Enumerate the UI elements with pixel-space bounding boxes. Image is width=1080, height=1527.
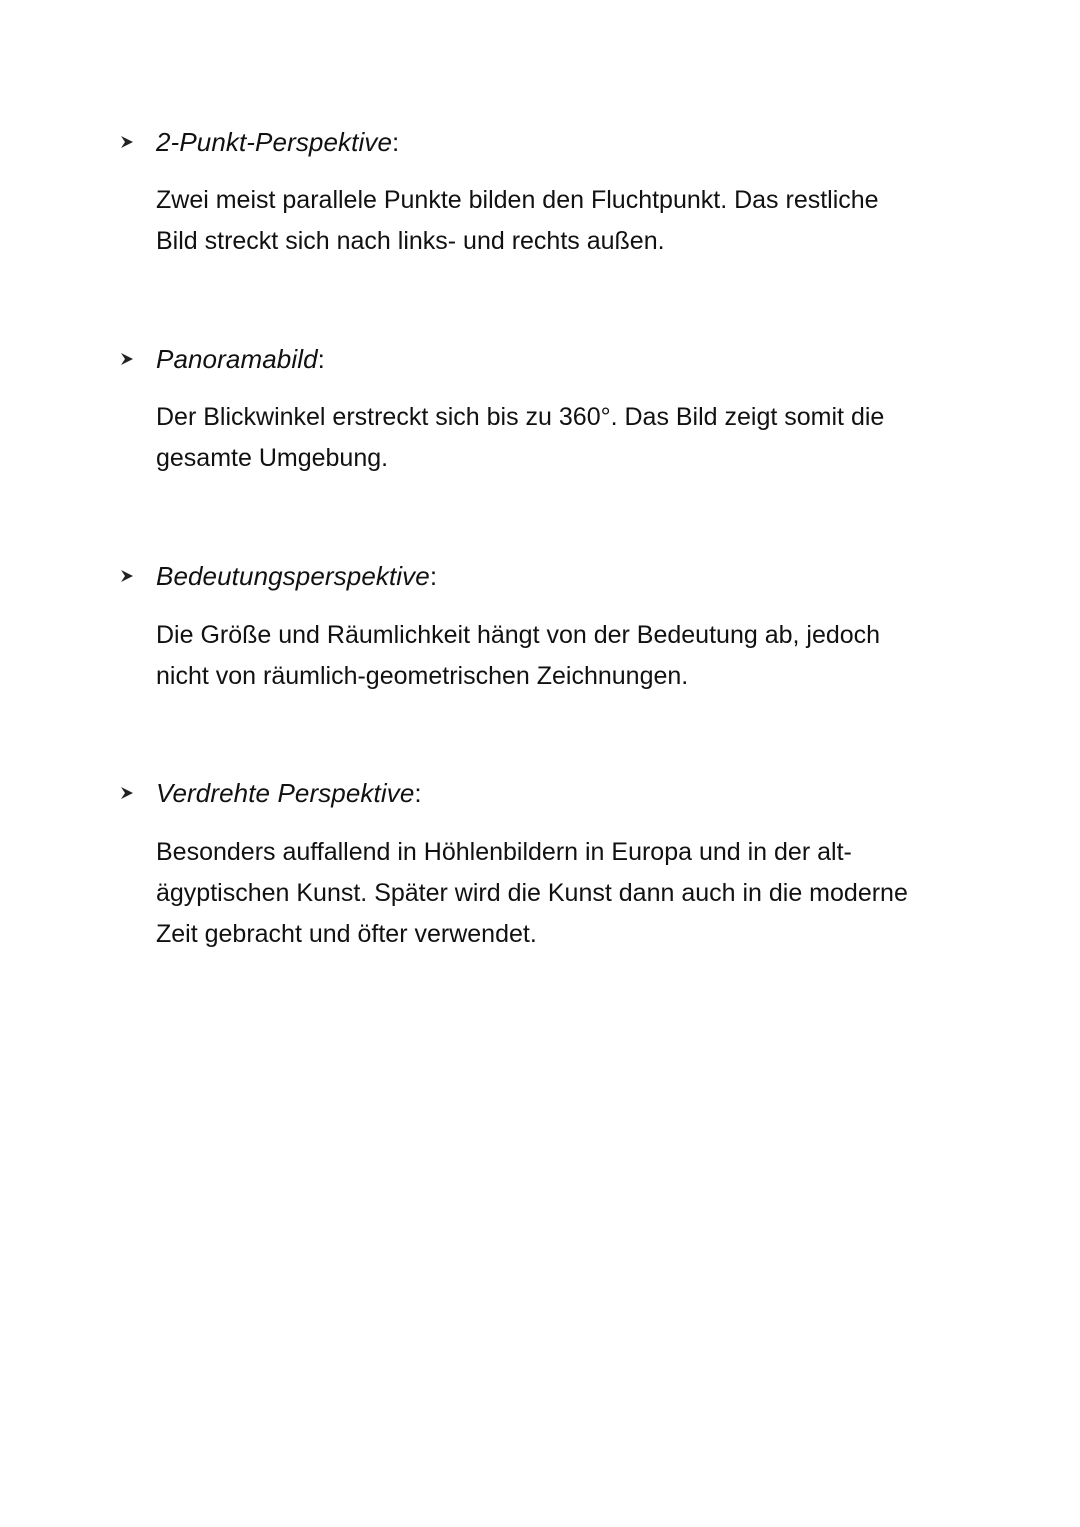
section-heading-row [120, 339, 325, 379]
section-title-colon: : [429, 560, 438, 591]
section-title [156, 127, 399, 158]
section-title [156, 778, 422, 809]
section-title-text: Panoramabild [156, 343, 318, 374]
section-body-text: Zwei meist parallele Punkte bilden den Fluchtpunkt. Das restliche Bild streckt sich nach links- und rechts außen. [156, 186, 879, 255]
section-title-text: Verdrehte Perspektive [156, 777, 415, 808]
section-title-colon: : [317, 343, 325, 374]
section-heading-row [120, 122, 399, 162]
arrow-bullet-icon [120, 339, 146, 379]
section-title-text: 2-Punkt-Perspektive [156, 126, 393, 157]
section-body-text: Die Größe und Räumlichkeit hängt von der Bedeutung ab, jedoch nicht von räumlich-geometrischen Zeichnungen. [156, 621, 881, 690]
section-body-text: Besonders auffallend in Höhlenbildern in Europa und in der alt- ägyptischen Kunst. Später wird die Kunst dann auch in die moderne Zeit gebracht und öfter verwendet. [156, 838, 908, 948]
section-body-text: Der Blickwinkel erstreckt sich bis zu 360°. Das Bild zeigt somit die gesamte Umgebung. [156, 403, 885, 472]
section-title-text: Bedeutungsperspektive [156, 560, 430, 591]
section-heading-row [120, 773, 422, 813]
arrow-bullet-icon [120, 556, 146, 596]
section-heading-row [120, 556, 437, 596]
section-title [156, 344, 325, 375]
section-title-colon: : [414, 777, 422, 808]
section-title-colon: : [392, 126, 400, 157]
section-title [156, 561, 437, 592]
arrow-bullet-icon [120, 122, 146, 162]
arrow-bullet-icon [120, 773, 146, 813]
